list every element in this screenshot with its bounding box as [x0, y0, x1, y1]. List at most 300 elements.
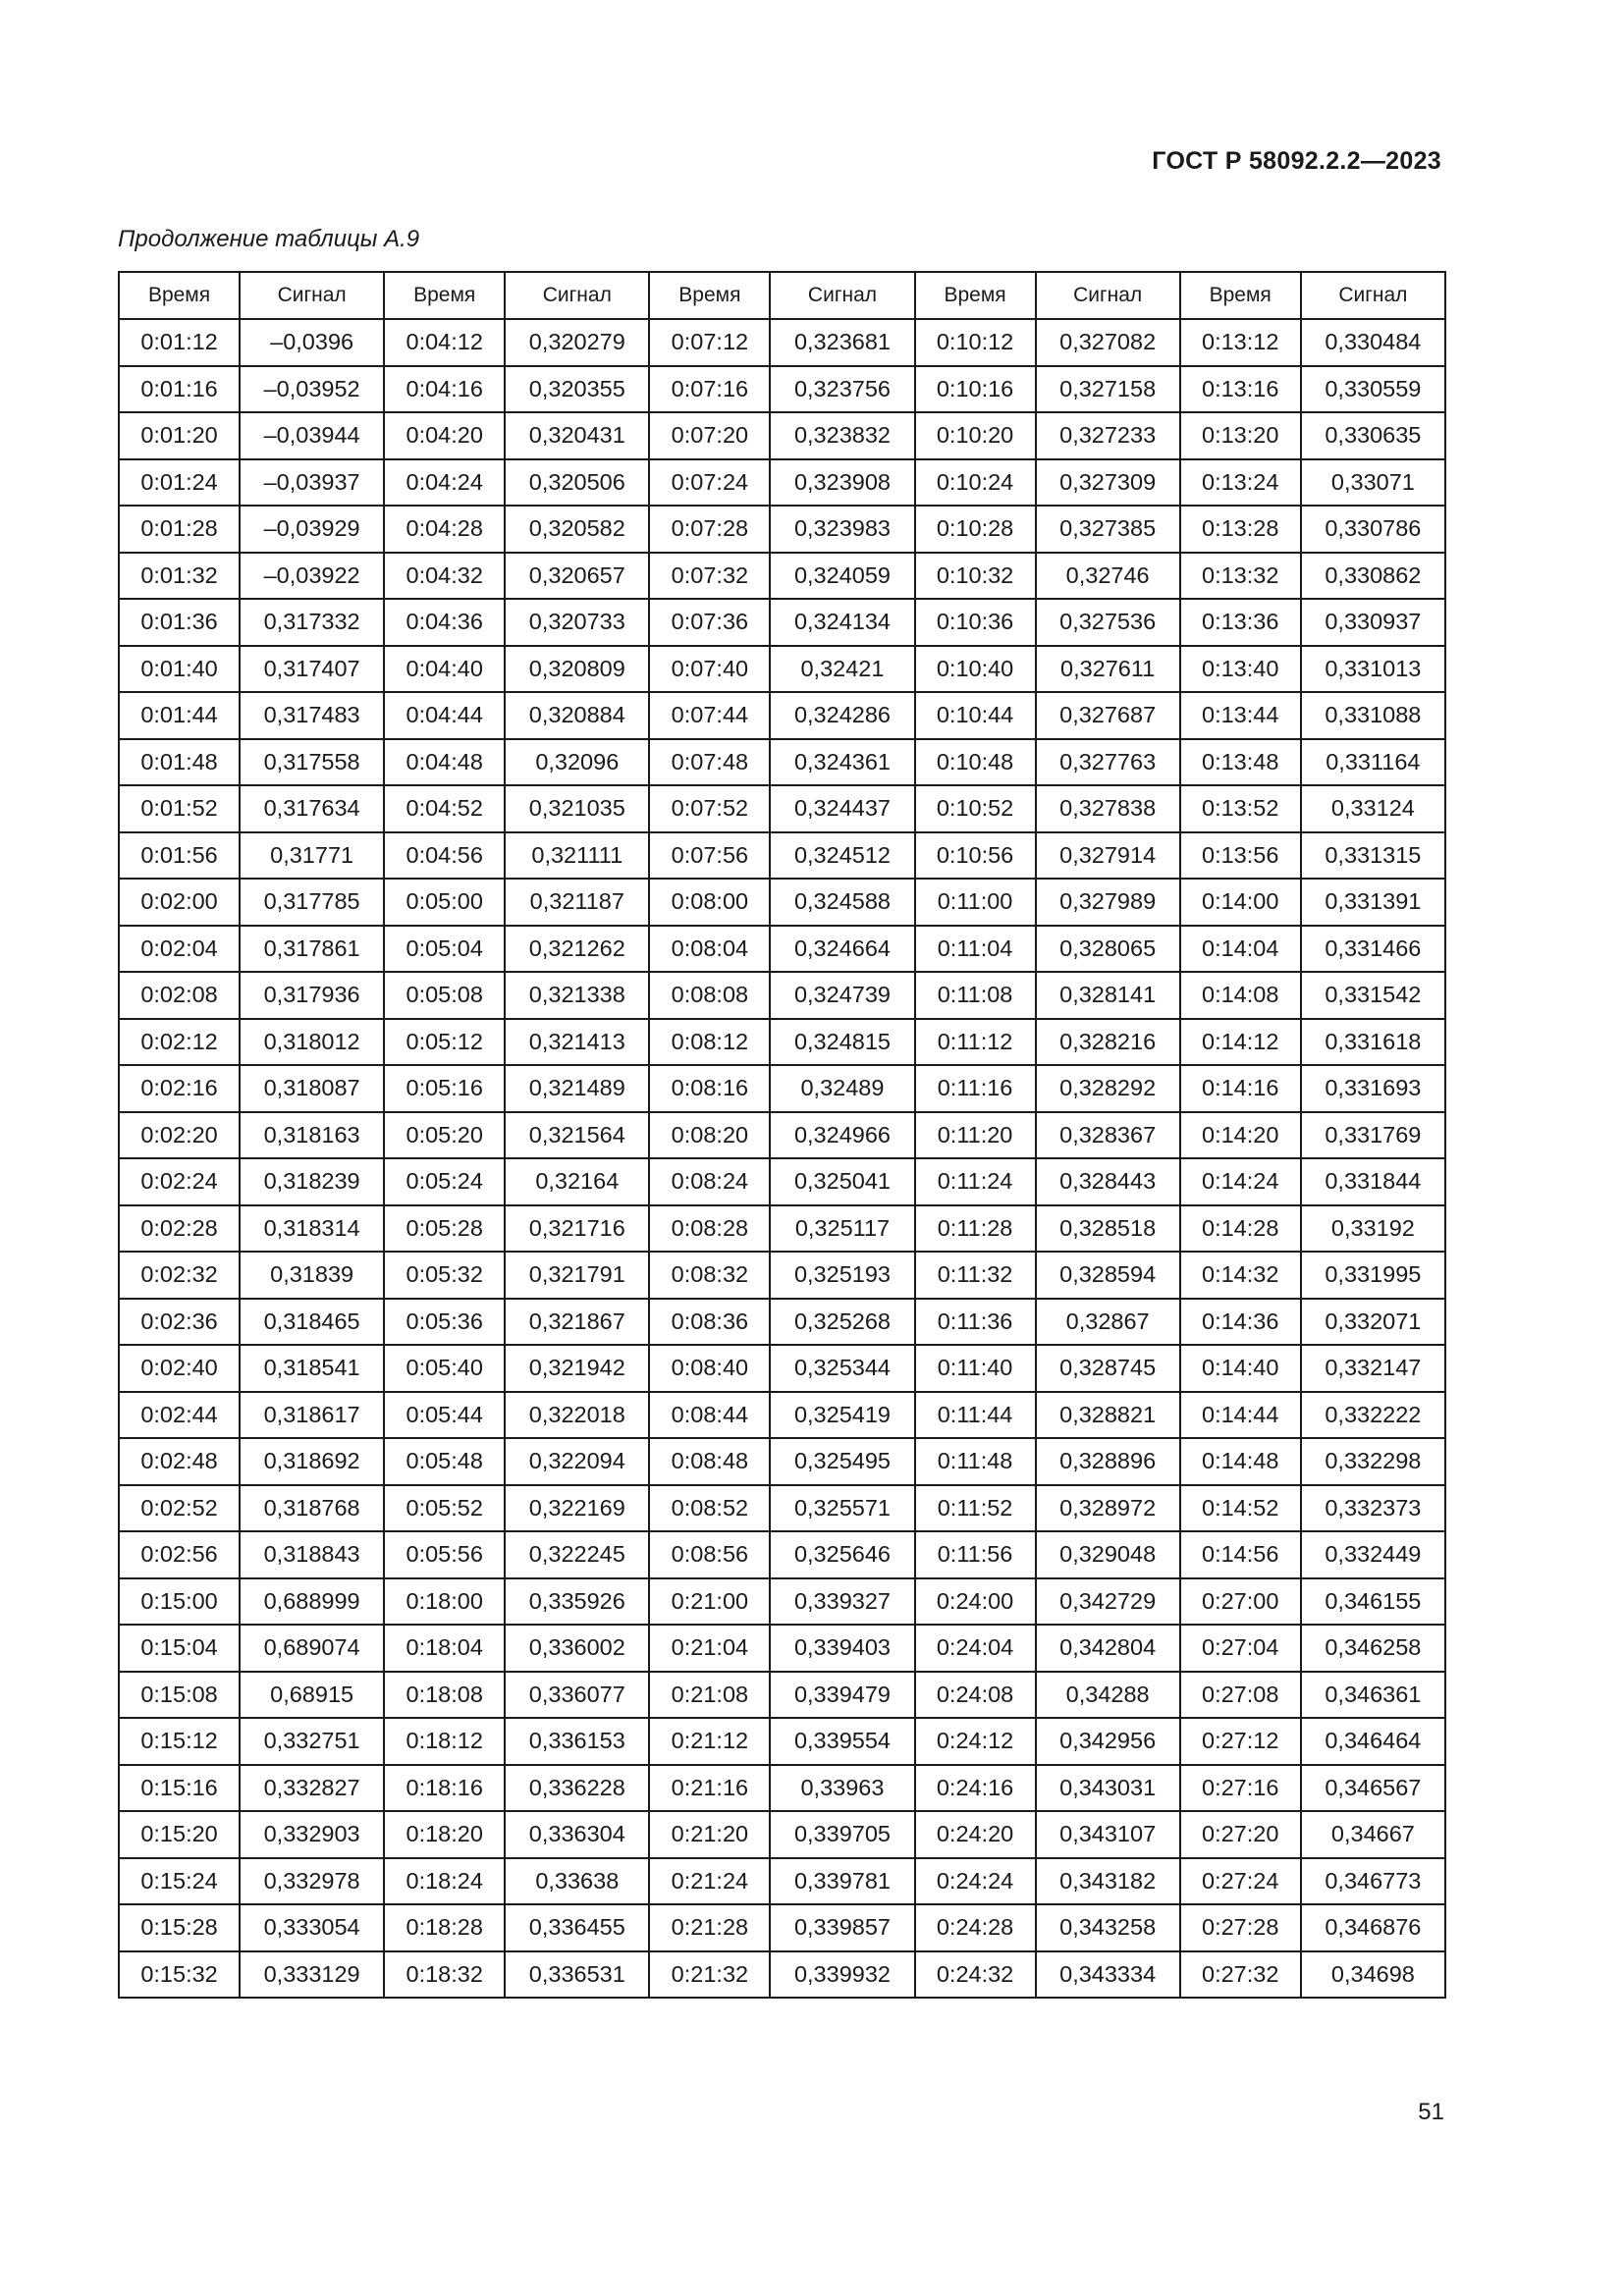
time-cell: 0:01:20 [119, 412, 240, 459]
table-row [119, 1252, 1445, 1299]
table-row [119, 1019, 1445, 1066]
time-cell: 0:02:36 [119, 1299, 240, 1346]
signal-cell: 0,325344 [770, 1345, 914, 1392]
time-cell: 0:13:20 [1180, 412, 1301, 459]
signal-cell: 0,332827 [240, 1765, 384, 1812]
signal-cell: 0,346876 [1301, 1904, 1445, 1951]
time-cell: 0:05:32 [384, 1252, 505, 1299]
signal-cell: 0,327838 [1036, 785, 1180, 832]
signal-cell: 0,327082 [1036, 319, 1180, 366]
time-cell: 0:08:56 [649, 1531, 770, 1578]
time-cell: 0:01:28 [119, 506, 240, 553]
signal-cell: 0,328292 [1036, 1065, 1180, 1112]
table-header-row [119, 272, 1445, 319]
signal-cell: 0,328745 [1036, 1345, 1180, 1392]
signal-cell: 0,323983 [770, 506, 914, 553]
signal-cell: 0,32746 [1036, 553, 1180, 600]
signal-cell: 0,318541 [240, 1345, 384, 1392]
time-cell: 0:18:00 [384, 1578, 505, 1626]
signal-cell: 0,320733 [505, 599, 649, 646]
signal-cell: 0,336531 [505, 1951, 649, 1999]
signal-cell: 0,332147 [1301, 1345, 1445, 1392]
signal-cell: 0,330937 [1301, 599, 1445, 646]
time-cell: 0:08:32 [649, 1252, 770, 1299]
signal-cell: 0,332978 [240, 1858, 384, 1905]
table-row [119, 832, 1445, 880]
time-cell: 0:13:44 [1180, 692, 1301, 739]
time-cell: 0:10:44 [915, 692, 1036, 739]
time-cell: 0:13:36 [1180, 599, 1301, 646]
signal-cell: 0,336153 [505, 1718, 649, 1765]
table-row [119, 1811, 1445, 1858]
time-cell: 0:07:56 [649, 832, 770, 880]
time-cell: 0:02:08 [119, 972, 240, 1019]
time-cell: 0:21:00 [649, 1578, 770, 1626]
table-header [119, 272, 1445, 319]
signal-cell: 0,342804 [1036, 1625, 1180, 1672]
signal-cell: 0,327385 [1036, 506, 1180, 553]
time-cell: 0:01:16 [119, 366, 240, 413]
signal-cell: 0,346258 [1301, 1625, 1445, 1672]
table-row [119, 692, 1445, 739]
time-cell: 0:01:44 [119, 692, 240, 739]
time-cell: 0:14:44 [1180, 1392, 1301, 1439]
signal-cell: –0,03944 [240, 412, 384, 459]
time-cell: 0:11:40 [915, 1345, 1036, 1392]
time-cell: 0:15:32 [119, 1951, 240, 1999]
time-cell: 0:11:04 [915, 926, 1036, 973]
signal-cell: 0,343182 [1036, 1858, 1180, 1905]
signal-cell: 0,346567 [1301, 1765, 1445, 1812]
time-cell: 0:21:16 [649, 1765, 770, 1812]
signal-cell: 0,328972 [1036, 1485, 1180, 1532]
signal-cell: 0,689074 [240, 1625, 384, 1672]
time-cell: 0:11:16 [915, 1065, 1036, 1112]
signal-cell: 0,321867 [505, 1299, 649, 1346]
time-cell: 0:04:16 [384, 366, 505, 413]
signal-cell: 0,325041 [770, 1158, 914, 1205]
time-cell: 0:14:40 [1180, 1345, 1301, 1392]
time-cell: 0:10:48 [915, 739, 1036, 786]
signal-cell: 0,320884 [505, 692, 649, 739]
signal-cell: 0,320657 [505, 553, 649, 600]
signal-cell: 0,317483 [240, 692, 384, 739]
signal-cell: 0,335926 [505, 1578, 649, 1626]
table-row [119, 972, 1445, 1019]
signal-cell: 0,339327 [770, 1578, 914, 1626]
time-cell: 0:02:56 [119, 1531, 240, 1578]
time-cell: 0:27:28 [1180, 1904, 1301, 1951]
signal-cell: 0,328594 [1036, 1252, 1180, 1299]
signal-cell: 0,327611 [1036, 646, 1180, 693]
time-cell: 0:24:00 [915, 1578, 1036, 1626]
time-cell: 0:05:56 [384, 1531, 505, 1578]
signal-cell: 0,339857 [770, 1904, 914, 1951]
time-cell: 0:02:00 [119, 879, 240, 926]
time-cell: 0:02:04 [119, 926, 240, 973]
time-cell: 0:01:40 [119, 646, 240, 693]
time-cell: 0:18:32 [384, 1951, 505, 1999]
time-cell: 0:24:20 [915, 1811, 1036, 1858]
time-cell: 0:13:40 [1180, 646, 1301, 693]
time-cell: 0:13:56 [1180, 832, 1301, 880]
signal-cell: 0,343334 [1036, 1951, 1180, 1999]
time-cell: 0:02:24 [119, 1158, 240, 1205]
table-row [119, 1672, 1445, 1719]
table-row [119, 1951, 1445, 1999]
signal-cell: 0,328518 [1036, 1205, 1180, 1253]
signal-cell: 0,331013 [1301, 646, 1445, 693]
signal-cell: –0,03922 [240, 553, 384, 600]
signal-cell: 0,321262 [505, 926, 649, 973]
time-cell: 0:27:08 [1180, 1672, 1301, 1719]
signal-cell: 0,332071 [1301, 1299, 1445, 1346]
signal-cell: 0,332903 [240, 1811, 384, 1858]
time-cell: 0:01:36 [119, 599, 240, 646]
table-row [119, 553, 1445, 600]
signal-cell: 0,328443 [1036, 1158, 1180, 1205]
time-cell: 0:27:20 [1180, 1811, 1301, 1858]
time-cell: 0:04:52 [384, 785, 505, 832]
time-cell: 0:18:28 [384, 1904, 505, 1951]
time-cell: 0:15:08 [119, 1672, 240, 1719]
time-cell: 0:11:20 [915, 1112, 1036, 1159]
table-row [119, 1392, 1445, 1439]
time-cell: 0:11:56 [915, 1531, 1036, 1578]
time-cell: 0:08:20 [649, 1112, 770, 1159]
time-cell: 0:08:44 [649, 1392, 770, 1439]
time-cell: 0:07:16 [649, 366, 770, 413]
time-cell: 0:01:56 [119, 832, 240, 880]
time-cell: 0:10:24 [915, 459, 1036, 507]
table-row [119, 1345, 1445, 1392]
time-cell: 0:27:04 [1180, 1625, 1301, 1672]
time-cell: 0:04:12 [384, 319, 505, 366]
time-cell: 0:05:48 [384, 1438, 505, 1485]
signal-cell: 0,317634 [240, 785, 384, 832]
signal-cell: 0,318843 [240, 1531, 384, 1578]
document-standard-header: ГОСТ Р 58092.2.2—2023 [1152, 147, 1441, 175]
signal-cell: 0,330635 [1301, 412, 1445, 459]
table-row [119, 1904, 1445, 1951]
signal-cell: –0,03929 [240, 506, 384, 553]
time-cell: 0:02:16 [119, 1065, 240, 1112]
signal-cell: 0,331164 [1301, 739, 1445, 786]
table-row [119, 646, 1445, 693]
signal-cell: 0,325495 [770, 1438, 914, 1485]
column-header: Сигнал [1036, 272, 1180, 319]
time-cell: 0:15:12 [119, 1718, 240, 1765]
signal-cell: 0,332751 [240, 1718, 384, 1765]
time-cell: 0:02:48 [119, 1438, 240, 1485]
signal-cell: 0,336077 [505, 1672, 649, 1719]
column-header: Сигнал [505, 272, 649, 319]
time-cell: 0:02:12 [119, 1019, 240, 1066]
signal-cell: 0,332373 [1301, 1485, 1445, 1532]
signal-cell: 0,68915 [240, 1672, 384, 1719]
signal-cell: 0,331769 [1301, 1112, 1445, 1159]
signal-cell: 0,336304 [505, 1811, 649, 1858]
time-cell: 0:05:16 [384, 1065, 505, 1112]
signal-cell: 0,346464 [1301, 1718, 1445, 1765]
signal-cell: 0,688999 [240, 1578, 384, 1626]
signal-cell: –0,0396 [240, 319, 384, 366]
signal-cell: 0,339403 [770, 1625, 914, 1672]
time-cell: 0:15:28 [119, 1904, 240, 1951]
time-cell: 0:11:28 [915, 1205, 1036, 1253]
time-cell: 0:07:48 [649, 739, 770, 786]
table-row [119, 459, 1445, 507]
signal-cell: 0,32867 [1036, 1299, 1180, 1346]
time-cell: 0:04:48 [384, 739, 505, 786]
signal-cell: 0,32421 [770, 646, 914, 693]
signal-cell: 0,325571 [770, 1485, 914, 1532]
signal-cell: 0,321187 [505, 879, 649, 926]
time-cell: 0:21:32 [649, 1951, 770, 1999]
signal-cell: 0,327687 [1036, 692, 1180, 739]
time-cell: 0:11:00 [915, 879, 1036, 926]
signal-cell: 0,322018 [505, 1392, 649, 1439]
signal-cell: 0,317558 [240, 739, 384, 786]
signal-cell: 0,33963 [770, 1765, 914, 1812]
signal-cell: 0,332222 [1301, 1392, 1445, 1439]
time-cell: 0:02:44 [119, 1392, 240, 1439]
time-cell: 0:08:48 [649, 1438, 770, 1485]
time-cell: 0:14:32 [1180, 1252, 1301, 1299]
column-header: Сигнал [1301, 272, 1445, 319]
time-cell: 0:24:32 [915, 1951, 1036, 1999]
signal-cell: 0,318239 [240, 1158, 384, 1205]
signal-cell: 0,318617 [240, 1392, 384, 1439]
signal-cell: 0,327309 [1036, 459, 1180, 507]
time-cell: 0:14:28 [1180, 1205, 1301, 1253]
signal-cell: 0,320279 [505, 319, 649, 366]
time-cell: 0:07:52 [649, 785, 770, 832]
signal-cell: 0,322245 [505, 1531, 649, 1578]
table-caption: Продолжение таблицы А.9 [118, 226, 420, 252]
signal-cell: 0,329048 [1036, 1531, 1180, 1578]
time-cell: 0:24:04 [915, 1625, 1036, 1672]
signal-cell: 0,339554 [770, 1718, 914, 1765]
signal-cell: 0,325193 [770, 1252, 914, 1299]
time-cell: 0:08:16 [649, 1065, 770, 1112]
signal-cell: 0,318012 [240, 1019, 384, 1066]
time-cell: 0:01:48 [119, 739, 240, 786]
data-table [118, 271, 1446, 1999]
table-row [119, 366, 1445, 413]
signal-cell: 0,327233 [1036, 412, 1180, 459]
signal-cell: 0,336455 [505, 1904, 649, 1951]
time-cell: 0:24:12 [915, 1718, 1036, 1765]
table-row [119, 1205, 1445, 1253]
signal-cell: 0,327914 [1036, 832, 1180, 880]
time-cell: 0:15:00 [119, 1578, 240, 1626]
time-cell: 0:11:12 [915, 1019, 1036, 1066]
table-row [119, 879, 1445, 926]
signal-cell: 0,32096 [505, 739, 649, 786]
signal-cell: 0,33192 [1301, 1205, 1445, 1253]
signal-cell: 0,332449 [1301, 1531, 1445, 1578]
time-cell: 0:02:52 [119, 1485, 240, 1532]
time-cell: 0:08:36 [649, 1299, 770, 1346]
signal-cell: 0,318163 [240, 1112, 384, 1159]
signal-cell: 0,330786 [1301, 506, 1445, 553]
time-cell: 0:11:52 [915, 1485, 1036, 1532]
signal-cell: 0,346361 [1301, 1672, 1445, 1719]
signal-cell: –0,03937 [240, 459, 384, 507]
signal-cell: 0,322169 [505, 1485, 649, 1532]
time-cell: 0:07:28 [649, 506, 770, 553]
time-cell: 0:01:24 [119, 459, 240, 507]
signal-cell: 0,343258 [1036, 1904, 1180, 1951]
column-header: Время [384, 272, 505, 319]
signal-cell: 0,31839 [240, 1252, 384, 1299]
time-cell: 0:08:24 [649, 1158, 770, 1205]
signal-cell: 0,328896 [1036, 1438, 1180, 1485]
time-cell: 0:05:44 [384, 1392, 505, 1439]
signal-cell: 0,31771 [240, 832, 384, 880]
table-row [119, 739, 1445, 786]
signal-cell: 0,327989 [1036, 879, 1180, 926]
signal-cell: 0,323756 [770, 366, 914, 413]
time-cell: 0:04:20 [384, 412, 505, 459]
time-cell: 0:05:24 [384, 1158, 505, 1205]
signal-cell: 0,323908 [770, 459, 914, 507]
signal-cell: 0,331995 [1301, 1252, 1445, 1299]
time-cell: 0:10:32 [915, 553, 1036, 600]
signal-cell: 0,321942 [505, 1345, 649, 1392]
table-row [119, 412, 1445, 459]
time-cell: 0:10:40 [915, 646, 1036, 693]
time-cell: 0:13:28 [1180, 506, 1301, 553]
signal-cell: 0,323832 [770, 412, 914, 459]
signal-cell: 0,343107 [1036, 1811, 1180, 1858]
signal-cell: 0,325117 [770, 1205, 914, 1253]
time-cell: 0:04:28 [384, 506, 505, 553]
signal-cell: 0,321489 [505, 1065, 649, 1112]
time-cell: 0:04:44 [384, 692, 505, 739]
signal-cell: 0,342956 [1036, 1718, 1180, 1765]
time-cell: 0:14:48 [1180, 1438, 1301, 1485]
time-cell: 0:04:40 [384, 646, 505, 693]
signal-cell: 0,320582 [505, 506, 649, 553]
time-cell: 0:10:16 [915, 366, 1036, 413]
signal-cell: 0,324739 [770, 972, 914, 1019]
time-cell: 0:10:12 [915, 319, 1036, 366]
signal-cell: 0,321716 [505, 1205, 649, 1253]
signal-cell: –0,03952 [240, 366, 384, 413]
table-row [119, 1531, 1445, 1578]
time-cell: 0:10:56 [915, 832, 1036, 880]
time-cell: 0:10:28 [915, 506, 1036, 553]
time-cell: 0:27:16 [1180, 1765, 1301, 1812]
time-cell: 0:18:08 [384, 1672, 505, 1719]
table-row [119, 1718, 1445, 1765]
table-row [119, 1299, 1445, 1346]
signal-cell: 0,32164 [505, 1158, 649, 1205]
time-cell: 0:14:52 [1180, 1485, 1301, 1532]
signal-cell: 0,33071 [1301, 459, 1445, 507]
signal-cell: 0,32489 [770, 1065, 914, 1112]
signal-cell: 0,320431 [505, 412, 649, 459]
time-cell: 0:13:12 [1180, 319, 1301, 366]
time-cell: 0:15:16 [119, 1765, 240, 1812]
table-row [119, 785, 1445, 832]
signal-cell: 0,327763 [1036, 739, 1180, 786]
signal-cell: 0,324059 [770, 553, 914, 600]
signal-cell: 0,331542 [1301, 972, 1445, 1019]
time-cell: 0:14:04 [1180, 926, 1301, 973]
signal-cell: 0,323681 [770, 319, 914, 366]
time-cell: 0:05:12 [384, 1019, 505, 1066]
signal-cell: 0,33124 [1301, 785, 1445, 832]
column-header: Время [915, 272, 1036, 319]
time-cell: 0:08:08 [649, 972, 770, 1019]
signal-cell: 0,321791 [505, 1252, 649, 1299]
time-cell: 0:05:36 [384, 1299, 505, 1346]
time-cell: 0:02:40 [119, 1345, 240, 1392]
signal-cell: 0,324815 [770, 1019, 914, 1066]
signal-cell: 0,339705 [770, 1811, 914, 1858]
signal-cell: 0,346155 [1301, 1578, 1445, 1626]
signal-cell: 0,33638 [505, 1858, 649, 1905]
signal-cell: 0,328216 [1036, 1019, 1180, 1066]
table-row [119, 926, 1445, 973]
column-header: Время [119, 272, 240, 319]
signal-cell: 0,328821 [1036, 1392, 1180, 1439]
table-row [119, 1858, 1445, 1905]
time-cell: 0:05:00 [384, 879, 505, 926]
signal-cell: 0,318768 [240, 1485, 384, 1532]
signal-cell: 0,331693 [1301, 1065, 1445, 1112]
signal-cell: 0,322094 [505, 1438, 649, 1485]
table-row [119, 1578, 1445, 1626]
time-cell: 0:02:32 [119, 1252, 240, 1299]
time-cell: 0:07:20 [649, 412, 770, 459]
signal-cell: 0,327158 [1036, 366, 1180, 413]
table-row [119, 599, 1445, 646]
time-cell: 0:13:32 [1180, 553, 1301, 600]
table-row [119, 1065, 1445, 1112]
signal-cell: 0,325646 [770, 1531, 914, 1578]
time-cell: 0:14:56 [1180, 1531, 1301, 1578]
time-cell: 0:04:56 [384, 832, 505, 880]
time-cell: 0:27:00 [1180, 1578, 1301, 1626]
signal-cell: 0,318087 [240, 1065, 384, 1112]
time-cell: 0:18:24 [384, 1858, 505, 1905]
signal-cell: 0,317785 [240, 879, 384, 926]
time-cell: 0:13:48 [1180, 739, 1301, 786]
signal-cell: 0,324664 [770, 926, 914, 973]
signal-cell: 0,318465 [240, 1299, 384, 1346]
time-cell: 0:01:12 [119, 319, 240, 366]
time-cell: 0:27:32 [1180, 1951, 1301, 1999]
time-cell: 0:24:08 [915, 1672, 1036, 1719]
signal-cell: 0,331844 [1301, 1158, 1445, 1205]
time-cell: 0:05:40 [384, 1345, 505, 1392]
time-cell: 0:04:24 [384, 459, 505, 507]
table-row [119, 506, 1445, 553]
time-cell: 0:11:32 [915, 1252, 1036, 1299]
time-cell: 0:11:36 [915, 1299, 1036, 1346]
time-cell: 0:11:08 [915, 972, 1036, 1019]
signal-cell: 0,328367 [1036, 1112, 1180, 1159]
signal-cell: 0,34288 [1036, 1672, 1180, 1719]
time-cell: 0:05:20 [384, 1112, 505, 1159]
signal-cell: 0,330484 [1301, 319, 1445, 366]
time-cell: 0:07:32 [649, 553, 770, 600]
signal-cell: 0,332298 [1301, 1438, 1445, 1485]
